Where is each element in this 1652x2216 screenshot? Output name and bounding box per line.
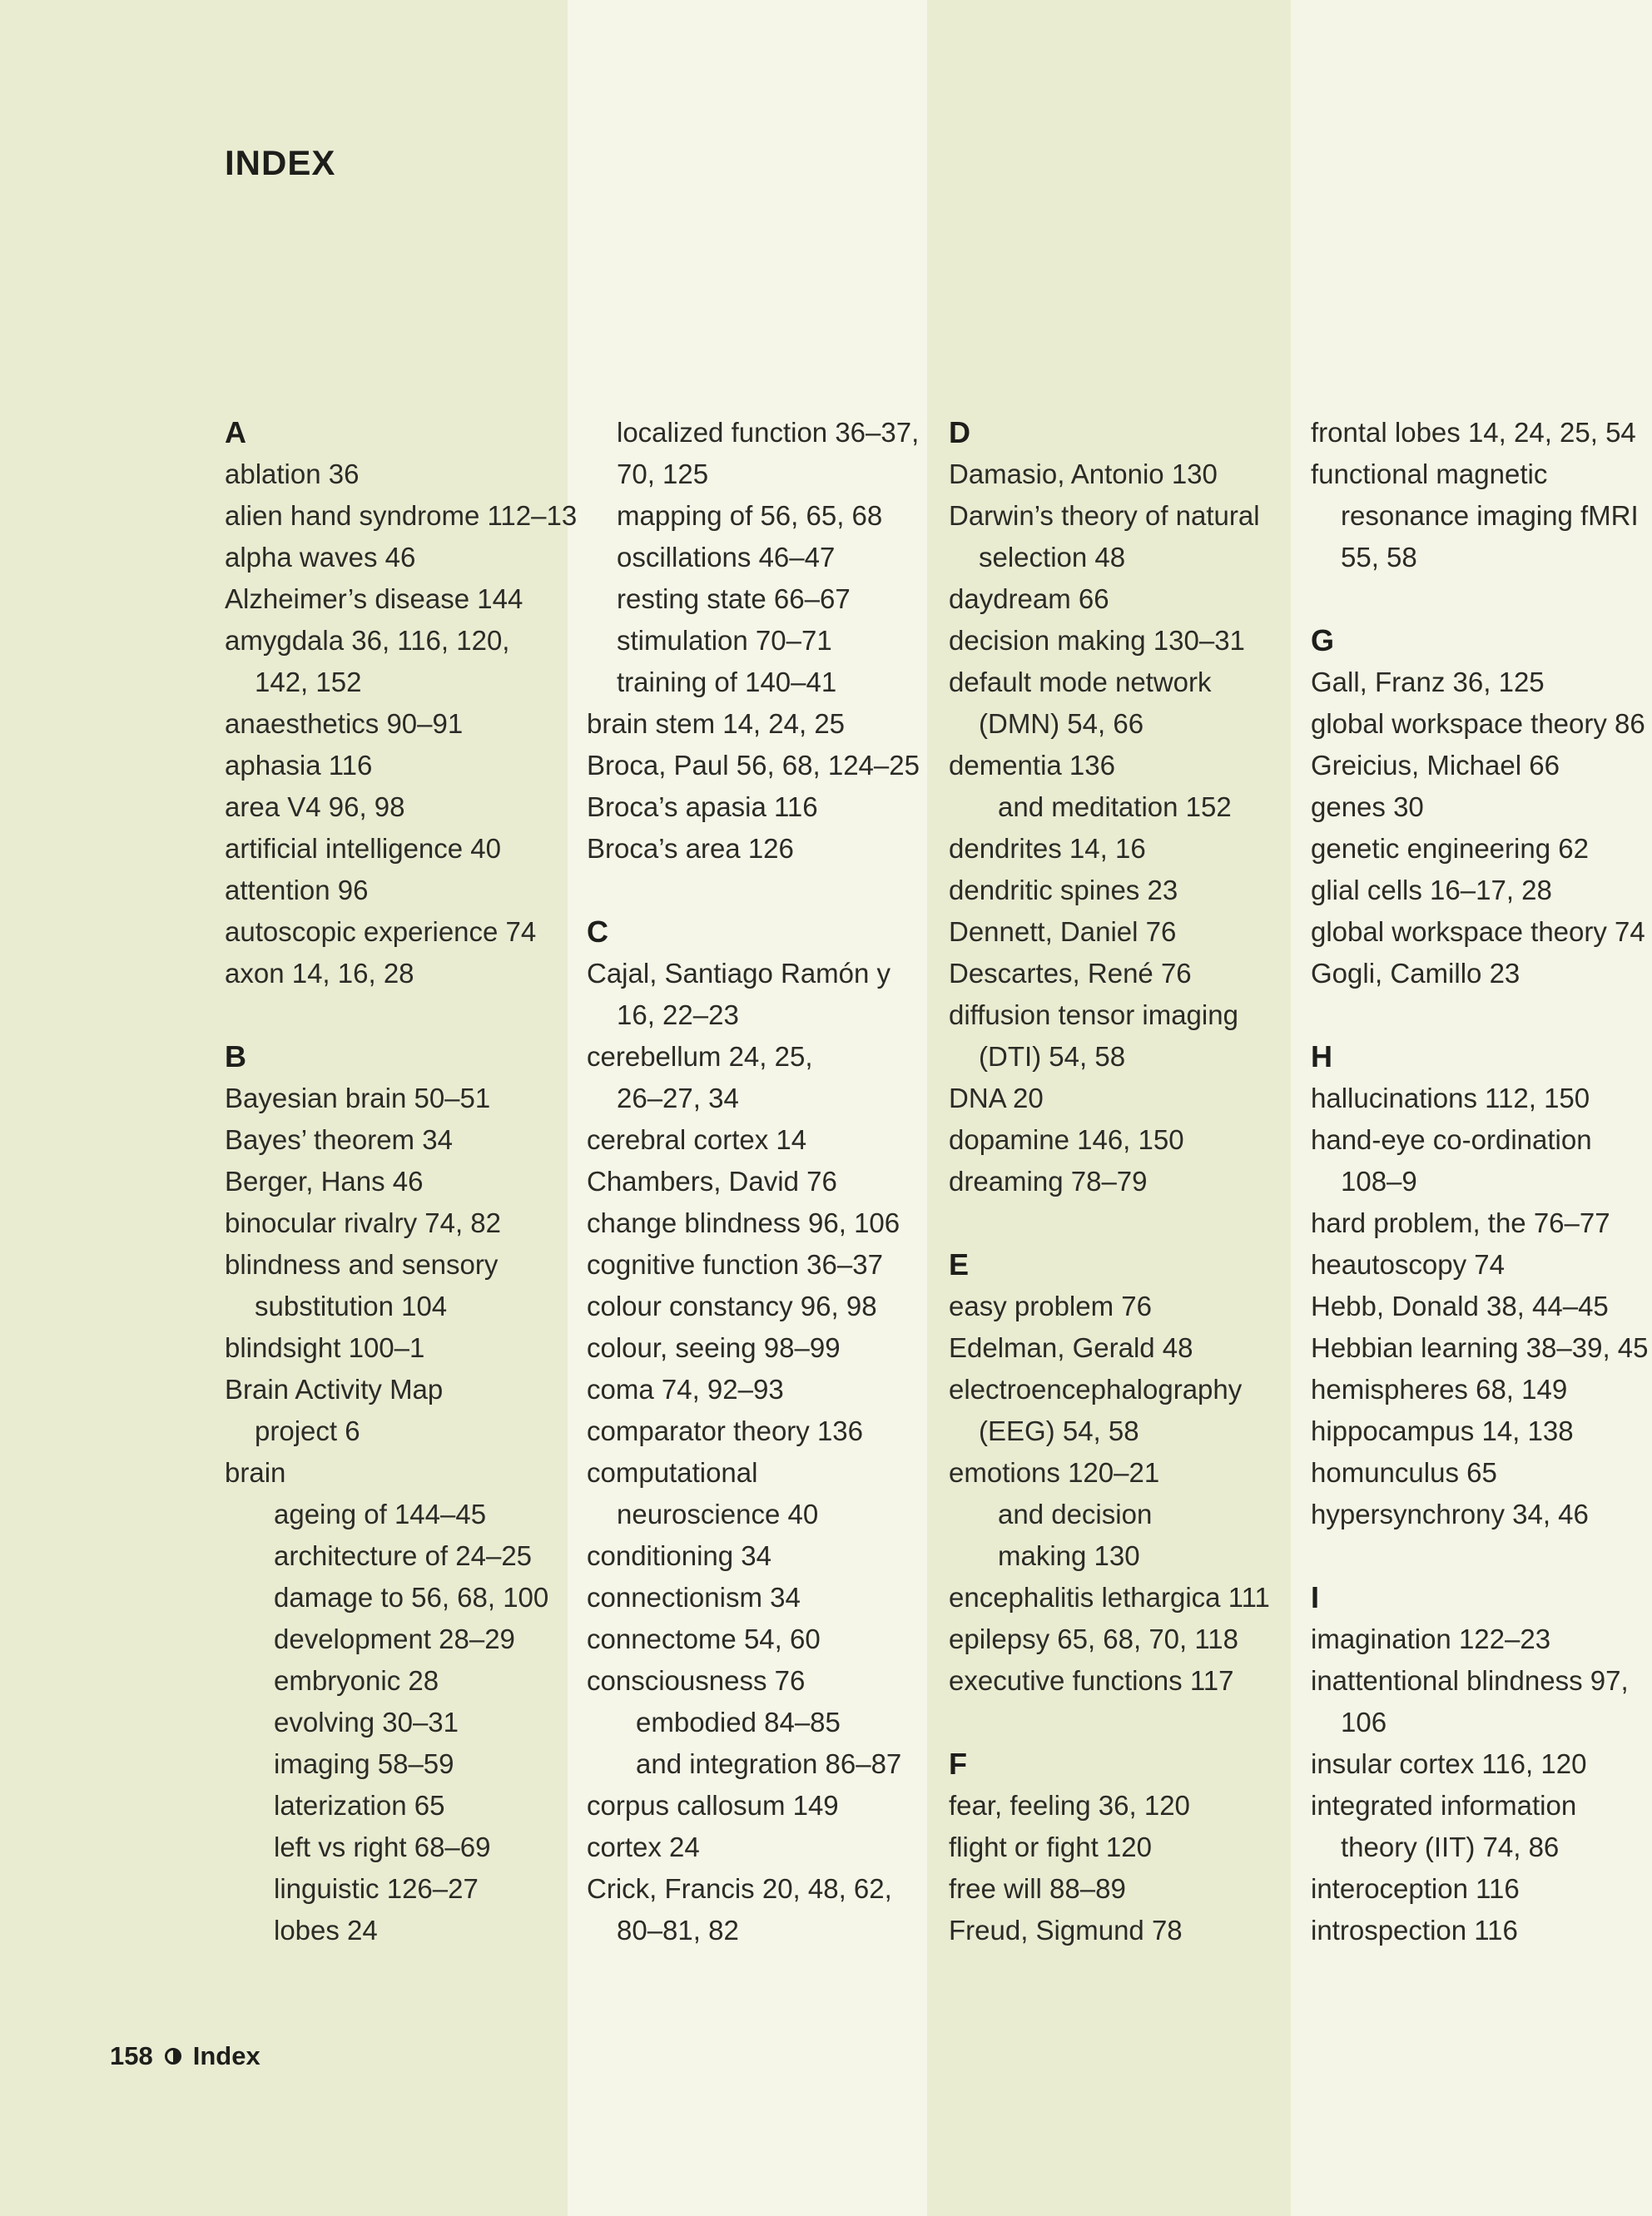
- index-entry: hallucinations 112, 150: [1311, 1083, 1590, 1113]
- index-column: [949, 412, 1298, 1951]
- letter-heading: G: [1311, 623, 1335, 657]
- index-entry: aphasia 116: [225, 750, 373, 781]
- index-entry-continuation: training of 140–41: [617, 667, 837, 697]
- index-entry: attention 96: [225, 875, 369, 905]
- index-entry: imagination 122–23: [1311, 1624, 1551, 1654]
- index-entry: default mode network: [949, 667, 1212, 697]
- index-entry: Damasio, Antonio 130: [949, 459, 1218, 489]
- index-entry: Cajal, Santiago Ramón y: [587, 958, 891, 989]
- index-entry: Crick, Francis 20, 48, 62,: [587, 1873, 892, 1904]
- index-entry: interoception 116: [1311, 1873, 1520, 1904]
- index-entry: hypersynchrony 34, 46: [1311, 1499, 1589, 1529]
- index-entry: genetic engineering 62: [1311, 833, 1589, 864]
- index-entry: daydream 66: [949, 583, 1109, 614]
- index-entry: functional magnetic: [1311, 459, 1548, 489]
- index-subentry: linguistic 126–27: [274, 1873, 479, 1904]
- index-entry: fear, feeling 36, 120: [949, 1790, 1190, 1821]
- index-entry: free will 88–89: [949, 1873, 1126, 1904]
- index-entry: Edelman, Gerald 48: [949, 1332, 1193, 1363]
- index-entry: autoscopic experience 74: [225, 916, 537, 947]
- index-entry-continuation: theory (IIT) 74, 86: [1341, 1832, 1560, 1862]
- index-entry: brain stem 14, 24, 25: [587, 708, 846, 739]
- index-entry-continuation: 16, 22–23: [617, 999, 739, 1030]
- index-entry: Hebbian learning 38–39, 45: [1311, 1332, 1649, 1363]
- index-entry-continuation: neuroscience 40: [617, 1499, 819, 1529]
- index-entry: Alzheimer’s disease 144: [225, 583, 523, 614]
- index-entry: consciousness 76: [587, 1665, 806, 1696]
- index-entry-continuation: oscillations 46–47: [617, 542, 836, 573]
- index-entry-continuation: localized function 36–37,: [617, 417, 920, 448]
- index-entry-continuation: substitution 104: [255, 1291, 448, 1321]
- index-entry: artificial intelligence 40: [225, 833, 502, 864]
- index-entry: change blindness 96, 106: [587, 1207, 900, 1238]
- index-entry: conditioning 34: [587, 1540, 772, 1571]
- index-entry: computational: [587, 1457, 758, 1488]
- index-entry: epilepsy 65, 68, 70, 118: [949, 1624, 1238, 1654]
- page-footer: [110, 2041, 260, 2071]
- index-entry: dendrites 14, 16: [949, 833, 1146, 864]
- index-entry: binocular rivalry 74, 82: [225, 1207, 501, 1238]
- half-circle-icon: [165, 2048, 181, 2065]
- index-entry-continuation: selection 48: [979, 542, 1126, 573]
- index-entry-continuation: 142, 152: [255, 667, 362, 697]
- index-entry: brain: [225, 1457, 286, 1488]
- index-entry: dendritic spines 23: [949, 875, 1178, 905]
- index-entry: homunculus 65: [1311, 1457, 1497, 1488]
- index-entry: inattentional blindness 97,: [1311, 1665, 1629, 1696]
- index-entry-continuation: 26–27, 34: [617, 1083, 739, 1113]
- index-entry-continuation: mapping of 56, 65, 68: [617, 500, 883, 531]
- index-entry: comparator theory 136: [587, 1415, 864, 1446]
- index-subentry: lobes 24: [274, 1915, 378, 1946]
- letter-heading: I: [1311, 1580, 1320, 1614]
- index-entry: alien hand syndrome 112–13: [225, 500, 578, 531]
- index-entry: integrated information: [1311, 1790, 1577, 1821]
- index-column: [587, 412, 936, 1951]
- index-entry: connectome 54, 60: [587, 1624, 821, 1654]
- index-entry: Chambers, David 76: [587, 1166, 837, 1197]
- index-entry: easy problem 76: [949, 1291, 1152, 1321]
- section-gap: [1311, 578, 1652, 620]
- index-entry-continuation: 80–81, 82: [617, 1915, 739, 1946]
- index-entry: hard problem, the 76–77: [1311, 1207, 1610, 1238]
- index-subentry: making 130: [998, 1540, 1140, 1571]
- letter-heading: A: [225, 415, 246, 449]
- index-entry: encephalitis lethargica 111: [949, 1582, 1270, 1613]
- index-entry: diffusion tensor imaging: [949, 999, 1238, 1030]
- page-title: INDEX: [225, 143, 336, 182]
- index-entry: Hebb, Donald 38, 44–45: [1311, 1291, 1609, 1321]
- index-entry: electroencephalography: [949, 1374, 1243, 1405]
- index-entry-continuation: 55, 58: [1341, 542, 1417, 573]
- index-entry: axon 14, 16, 28: [225, 958, 414, 989]
- index-entry: emotions 120–21: [949, 1457, 1160, 1488]
- index-entry: blindsight 100–1: [225, 1332, 425, 1363]
- index-entry: Greicius, Michael 66: [1311, 750, 1560, 781]
- index-subentry: evolving 30–31: [274, 1707, 459, 1738]
- index-subentry: development 28–29: [274, 1624, 515, 1654]
- index-entry-continuation: 108–9: [1341, 1166, 1417, 1197]
- index-entry: insular cortex 116, 120: [1311, 1748, 1587, 1779]
- index-entry: global workspace theory 74: [1311, 916, 1645, 947]
- index-entry: Darwin’s theory of natural: [949, 500, 1260, 531]
- index-entry: cortex 24: [587, 1832, 700, 1862]
- index-entry: hand-eye co-ordination: [1311, 1124, 1592, 1155]
- index-entry: dreaming 78–79: [949, 1166, 1148, 1197]
- index-subentry: architecture of 24–25: [274, 1540, 533, 1571]
- index-entry: DNA 20: [949, 1083, 1044, 1113]
- index-entry: flight or fight 120: [949, 1832, 1152, 1862]
- footer-section-label: Index: [192, 2041, 260, 2070]
- index-entry: cognitive function 36–37: [587, 1249, 883, 1280]
- index-entry: glial cells 16–17, 28: [1311, 875, 1552, 905]
- section-gap: [587, 870, 936, 911]
- index-entry-continuation: (DMN) 54, 66: [979, 708, 1144, 739]
- index-entry-continuation: (EEG) 54, 58: [979, 1415, 1139, 1446]
- index-entry: area V4 96, 98: [225, 791, 405, 822]
- index-entry: Broca’s area 126: [587, 833, 794, 864]
- index-entry: Gogli, Camillo 23: [1311, 958, 1521, 989]
- index-entry: Brain Activity Map: [225, 1374, 444, 1405]
- index-entry-continuation: 70, 125: [617, 459, 709, 489]
- index-entry: ablation 36: [225, 459, 360, 489]
- index-entry: Berger, Hans 46: [225, 1166, 424, 1197]
- index-entry-continuation: resonance imaging fMRI: [1341, 500, 1639, 531]
- index-entry: amygdala 36, 116, 120,: [225, 625, 510, 656]
- index-entry: introspection 116: [1311, 1915, 1518, 1946]
- index-subentry: damage to 56, 68, 100: [274, 1582, 549, 1613]
- index-entry: alpha waves 46: [225, 542, 416, 573]
- index-entry: heautoscopy 74: [1311, 1249, 1506, 1280]
- index-entry: Descartes, René 76: [949, 958, 1192, 989]
- index-entry-continuation: resting state 66–67: [617, 583, 851, 614]
- index-entry: cerebellum 24, 25,: [587, 1041, 813, 1072]
- index-entry: Bayesian brain 50–51: [225, 1083, 491, 1113]
- index-entry: coma 74, 92–93: [587, 1374, 784, 1405]
- index-entry: Broca, Paul 56, 68, 124–25: [587, 750, 920, 781]
- letter-heading: E: [949, 1247, 970, 1282]
- index-entry-continuation: stimulation 70–71: [617, 625, 832, 656]
- index-entry: cerebral cortex 14: [587, 1124, 807, 1155]
- index-entry: hemispheres 68, 149: [1311, 1374, 1568, 1405]
- index-entry: Broca’s apasia 116: [587, 791, 818, 822]
- section-gap: [1311, 994, 1652, 1036]
- index-entry: executive functions 117: [949, 1665, 1234, 1696]
- index-subentry: embryonic 28: [274, 1665, 439, 1696]
- index-entry: blindness and sensory: [225, 1249, 499, 1280]
- index-entry-continuation: project 6: [255, 1415, 360, 1446]
- index-entry: dopamine 146, 150: [949, 1124, 1184, 1155]
- index-column: [1311, 412, 1652, 1951]
- index-subentry: imaging 58–59: [274, 1748, 454, 1779]
- letter-heading: F: [949, 1747, 967, 1781]
- index-entry: colour, seeing 98–99: [587, 1332, 841, 1363]
- index-entry: Bayes’ theorem 34: [225, 1124, 453, 1155]
- section-gap: [225, 994, 574, 1036]
- index-subentry: and decision: [998, 1499, 1153, 1529]
- section-gap: [1311, 1535, 1652, 1577]
- letter-heading: C: [587, 915, 608, 949]
- index-entry: colour constancy 96, 98: [587, 1291, 877, 1321]
- index-entry: dementia 136: [949, 750, 1115, 781]
- index-entry: Dennett, Daniel 76: [949, 916, 1177, 947]
- index-subentry: and meditation 152: [998, 791, 1232, 822]
- index-entry: Freud, Sigmund 78: [949, 1915, 1183, 1946]
- index-subentry: and integration 86–87: [636, 1748, 902, 1779]
- index-entry: global workspace theory 86: [1311, 708, 1645, 739]
- letter-heading: H: [1311, 1039, 1332, 1073]
- index-entry-continuation: 106: [1341, 1707, 1387, 1738]
- section-gap: [949, 1702, 1298, 1743]
- index-entry: Gall, Franz 36, 125: [1311, 667, 1545, 697]
- index-subentry: laterization 65: [274, 1790, 445, 1821]
- index-subentry: embodied 84–85: [636, 1707, 841, 1738]
- page-number: 158: [110, 2041, 153, 2070]
- letter-heading: B: [225, 1039, 246, 1073]
- index-entry-continuation: (DTI) 54, 58: [979, 1041, 1126, 1072]
- index-subentry: left vs right 68–69: [274, 1832, 491, 1862]
- index-entry: frontal lobes 14, 24, 25, 54: [1311, 417, 1636, 448]
- index-column: [225, 412, 578, 1951]
- index-entry: hippocampus 14, 138: [1311, 1415, 1574, 1446]
- index-entry: decision making 130–31: [949, 625, 1245, 656]
- section-gap: [949, 1202, 1298, 1244]
- index-subentry: ageing of 144–45: [274, 1499, 487, 1529]
- index-entry: anaesthetics 90–91: [225, 708, 464, 739]
- letter-heading: D: [949, 415, 970, 449]
- index-entry: genes 30: [1311, 791, 1424, 822]
- index-entry: connectionism 34: [587, 1582, 801, 1613]
- index-entry: corpus callosum 149: [587, 1790, 839, 1821]
